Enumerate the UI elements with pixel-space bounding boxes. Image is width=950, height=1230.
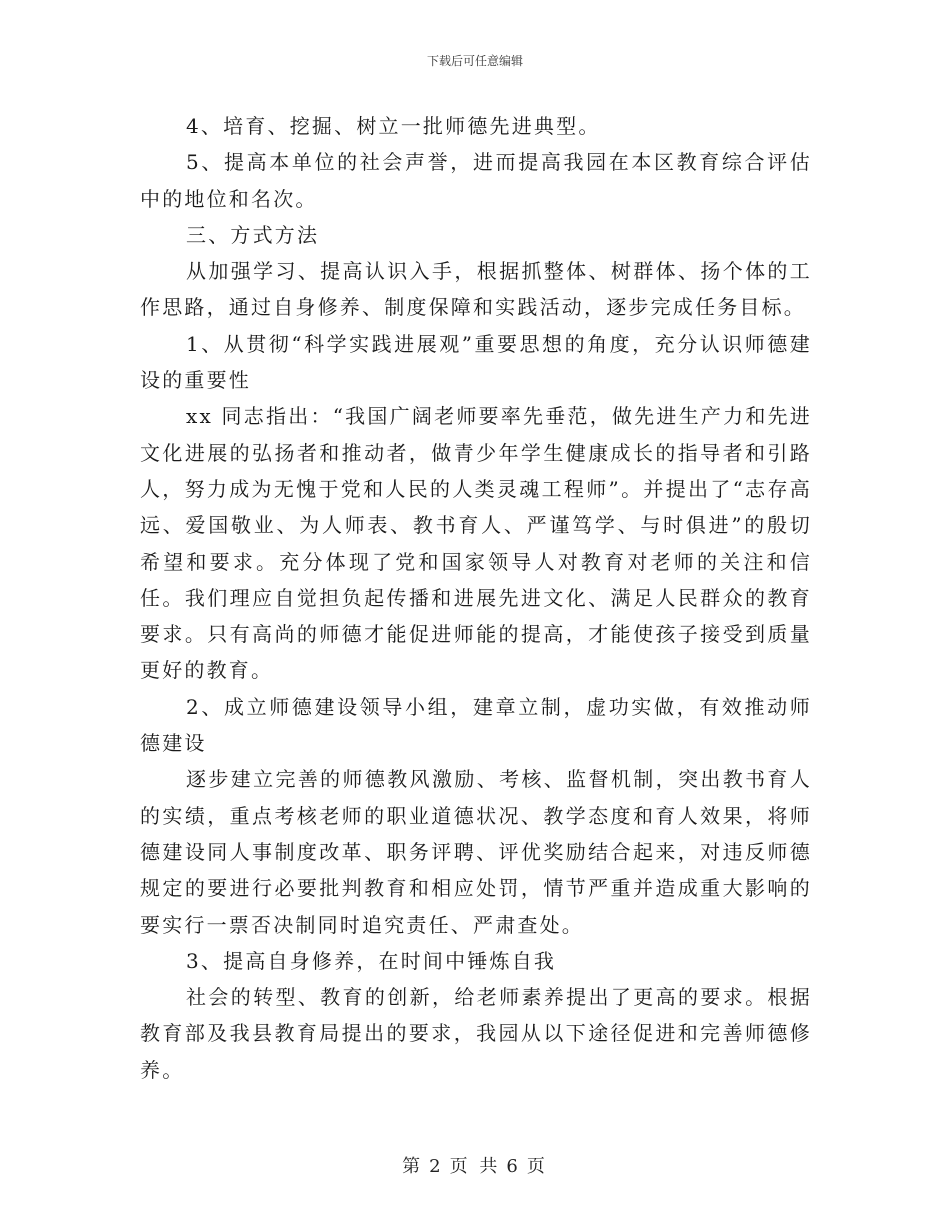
paragraph-6: 社会的转型、教育的创新，给老师素养提出了更高的要求。根据教育部及我县教育局提出的要求，我园从以下途径促进和完善师德修养。 [140, 985, 812, 1082]
subheading-3: 3、提高自身修养，在时间中锤炼自我 [186, 948, 557, 973]
total-pages-number: 6 [506, 1156, 521, 1177]
section-heading-methods: 三、方式方法 [186, 222, 320, 247]
page-header-note: 下载后可任意编辑 [426, 54, 523, 68]
footer-suffix: 页 [526, 1156, 548, 1177]
paragraph-2: 5、提高本单位的社会声誉，进而提高我园在本区教育综合评估中的地位和名次。 [140, 150, 812, 211]
footer-prefix: 第 [402, 1156, 424, 1177]
footer-mid: 页 共 [449, 1156, 501, 1177]
document-body [140, 108, 812, 1088]
paragraph-4: xx 同志指出：“我国广阔老师要率先垂范，做先进生产力和先进文化进展的弘扬者和推动者，做青少年学生健康成长的指导者和引路人，努力成为无愧于党和人民的人类灵魂工程师”。并提出了“志存高远、爱国敬业、为人师表、教书育人、严谨笃学、与时俱进”的殷切希望和要求。充分体现了党和国家领导人对教育对老师的关注和信任。我们理应自觉担负起传播和进展先进文化、满足人民群众的教育要求。只有高尚的师德才能促进师能的提高，才能使孩子接受到质量更好的教育。 [140, 404, 812, 683]
subheading-2: 2、成立师德建设领导小组，建章立制，虚功实做，有效推动师德建设 [140, 694, 812, 756]
page-footer [0, 1152, 950, 1178]
subheading-1: 1、从贯彻“科学实践进展观”重要思想的角度，充分认识师德建设的重要性 [140, 331, 812, 393]
paragraph-1: 4、培育、挖掘、树立一批师德先进典型。 [186, 114, 601, 138]
paragraph-3: 从加强学习、提高认识入手，根据抓整体、树群体、扬个体的工作思路，通过自身修养、制度保障和实践活动，逐步完成任务目标。 [140, 259, 812, 320]
current-page-number: 2 [429, 1156, 444, 1177]
paragraph-5: 逐步建立完善的师德教风激励、考核、监督机制，突出教书育人的实绩，重点考核老师的职业道德状况、教学态度和育人效果，将师德建设同人事制度改革、职务评聘、评优奖励结合起来，对违反师德规定的要进行必要批判教育和相应处罚，情节严重并造成重大影响的要实行一票否决制同时追究责任、严肃查处。 [140, 767, 812, 937]
